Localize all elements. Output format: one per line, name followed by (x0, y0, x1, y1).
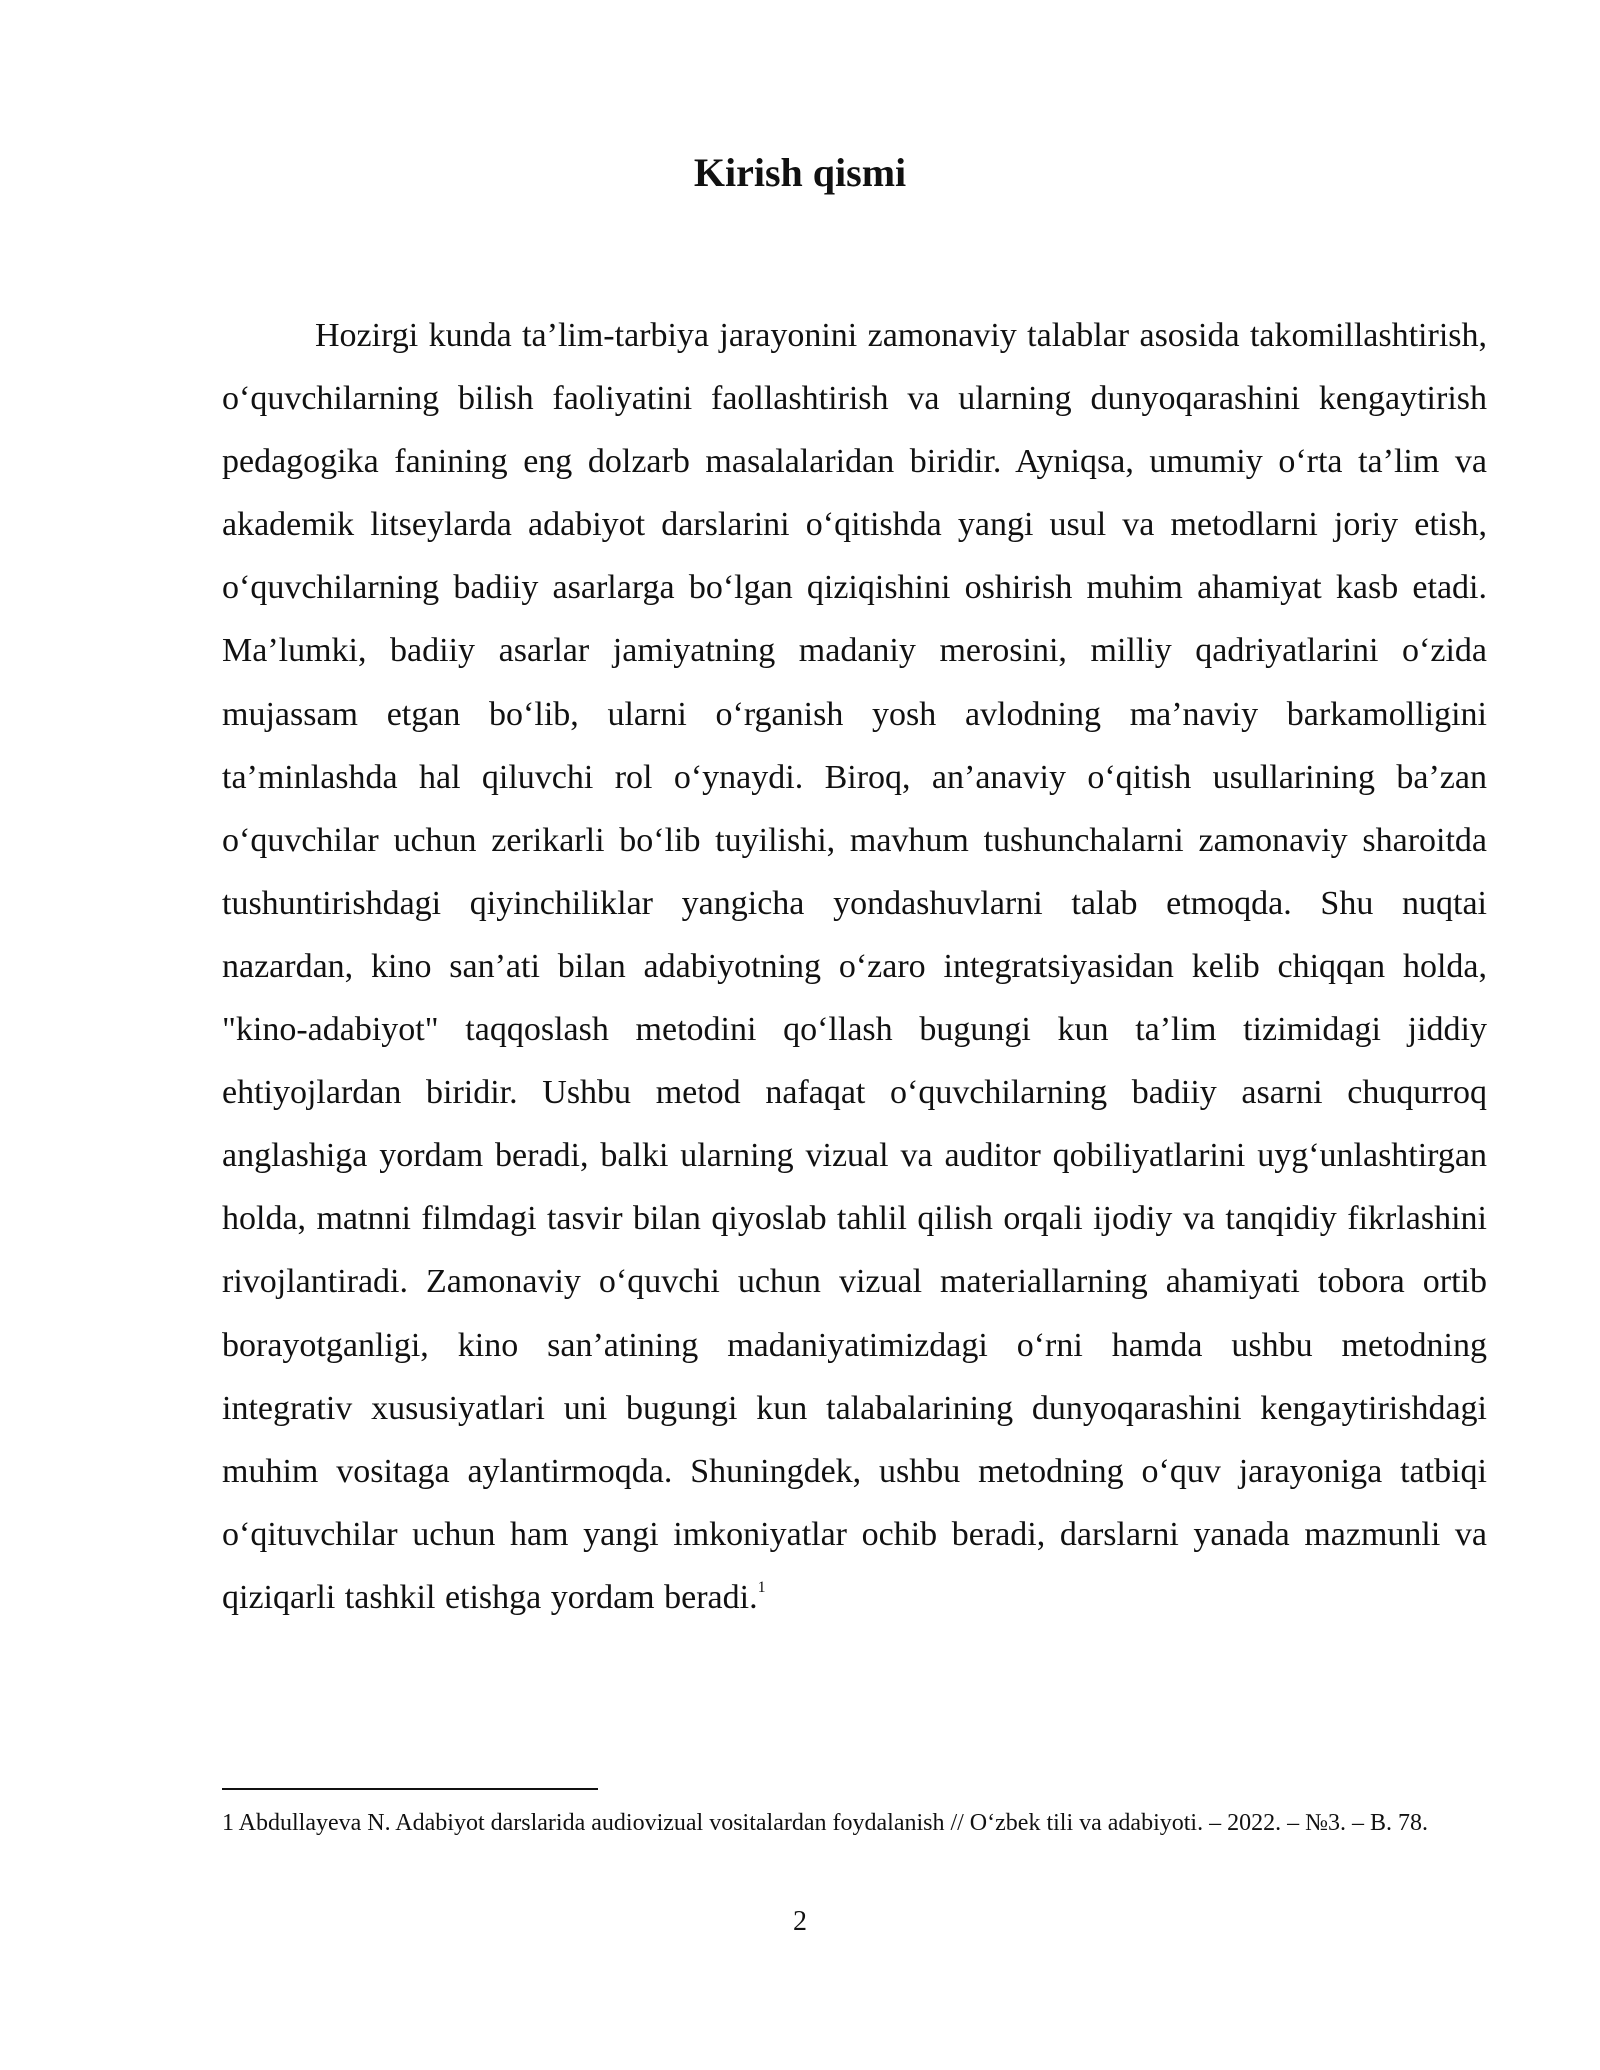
body-paragraph (222, 304, 1487, 1629)
body-paragraph-text: Hozirgi kunda ta’lim-tarbiya jarayonini zamonaviy talablar asosida takomillashtirish, o‘quvchilarning bilish faoliyatini faollashtirish va ularning dunyoqarashini kengaytirish pedagogika fanining eng dolzarb masalalaridan biridir. Ayniqsa, umumiy o‘rta ta’lim va akademik litseylarda adabiyot darslarini o‘qitishda yangi usul va metodlarni joriy etish, o‘quvchilarning badiiy asarlarga bo‘lgan qiziqishini oshirish muhim ahamiyat kasb etadi. Ma’lumki, badiiy asarlar jamiyatning madaniy merosini, milliy qadriyatlarini o‘zida mujassam etgan bo‘lib, ularni o‘rganish yosh avlodning ma’naviy barkamolligini ta’minlashda hal qiluvchi rol o‘ynaydi. Biroq, an’anaviy o‘qitish usullarining ba’zan o‘quvchilar uchun zerikarli bo‘lib tuyilishi, mavhum tushunchalarni zamonaviy sharoitda tushuntirishdagi qiyinchiliklar yangicha yondashuvlarni talab etmoqda. Shu nuqtai nazardan, kino san’ati bilan adabiyotning o‘zaro integratsiyasidan kelib chiqqan holda, "kino-adabiyot" taqqoslash metodini qo‘llash bugungi kun ta’lim tizimidagi jiddiy ehtiyojlardan biridir. Ushbu metod nafaqat o‘quvchilarning badiiy asarni chuqurroq anglashiga yordam beradi, balki ularning vizual va auditor qobiliyatlarini uyg‘unlashtirgan holda, matnni filmdagi tasvir bilan qiyoslab tahlil qilish orqali ijodiy va tanqidiy fikrlashini rivojlantiradi. Zamonaviy o‘quvchi uchun vizual materiallarning ahamiyati tobora ortib borayotganligi, kino san’atining madaniyatimizdagi o‘rni hamda ushbu metodning integrativ xususiyatlari uni bugungi kun talabalarining dunyoqarashini kengaytirishdagi muhim vositaga aylantirmoqda. Shuningdek, ushbu metodning o‘quv jarayoniga tatbiqi o‘qituvchilar uchun ham yangi imkoniyatlar ochib beradi, darslarni yanada mazmunli va qiziqarli tashkil etishga yordam beradi. (222, 317, 1487, 1616)
footnote: 1 Abdullayeva N. Adabiyot darslarida audiovizual vositalardan foydalanish // O‘zbek tili va adabiyoti. – 2022. – №3. – B. 78. (222, 1810, 1428, 1836)
page-number: 2 (793, 1906, 807, 1937)
footnote-separator (222, 1788, 598, 1790)
footnote-reference[interactable]: 1 (757, 1578, 766, 1596)
page-title: Kirish qismi (693, 150, 907, 195)
